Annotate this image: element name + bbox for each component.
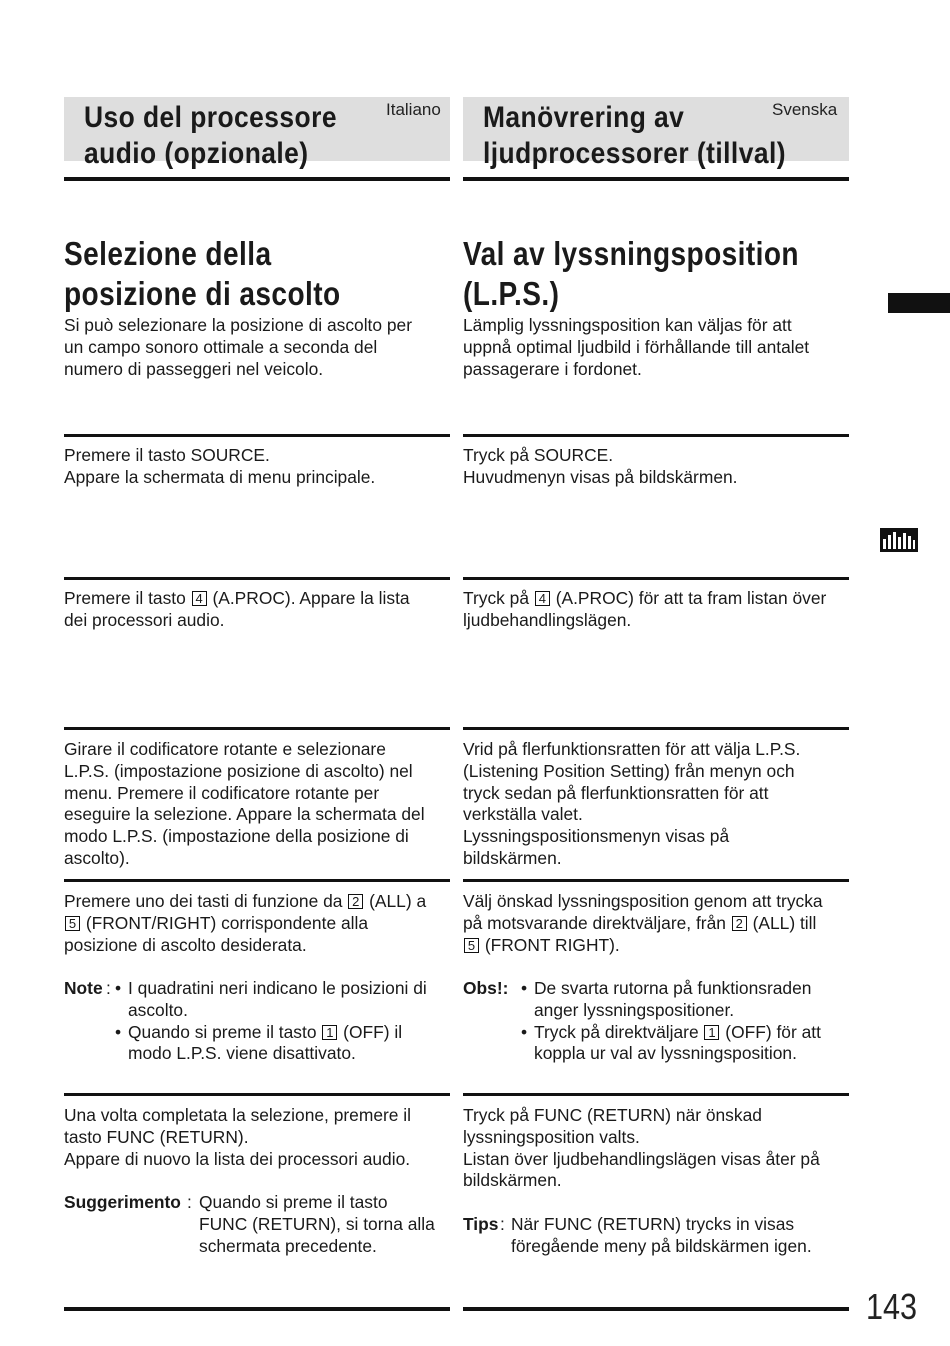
bullet-icon: •: [115, 978, 122, 998]
tip-colon: :: [500, 1214, 505, 1234]
step-rule-5-right: [463, 1093, 849, 1096]
bullet-icon: •: [115, 1021, 122, 1042]
tip-colon: :: [187, 1192, 192, 1212]
header-rule-left: [64, 177, 450, 181]
step-4-text-right: Välj önskad lyssningsposition genom att trycka på motsvarande direktväljare, från 2 (ALL) till 5 (FRONT RIGHT).: [463, 891, 823, 955]
step-5-text-right: Tryck på FUNC (RETURN) när önskad lyssningsposition valts. Listan över ljudbehandlingslägen visas åter på bildskärmen.: [463, 1105, 820, 1191]
tip-block-right: [463, 1214, 849, 1264]
note-item-2: • Quando si preme il tasto 1 (OFF) il modo L.P.S. viene disattivato.: [115, 1021, 403, 1064]
step-rule-4-right: [463, 879, 849, 882]
tip-text: När FUNC (RETURN) trycks in visas föregående meny på bildskärmen igen.: [511, 1214, 812, 1256]
page-number: 143: [866, 1286, 918, 1327]
equalizer-icon: [880, 528, 918, 552]
step-rule-2-right: [463, 577, 849, 580]
intro-text-right: Lämplig lyssningsposition kan väljas för att uppnå optimal ljudbild i förhållande till antalet passagerare i fordonet.: [463, 315, 810, 379]
section-title-right: Val av lyssningsposition (L.P.S.): [463, 235, 800, 312]
language-label-right: Svenska: [772, 100, 838, 119]
step-1-text-right: Tryck på SOURCE. Huvudmenyn visas på bildskärmen.: [463, 445, 738, 487]
step-1-text-left: Premere il tasto SOURCE. Appare la schermata di menu principale.: [64, 445, 376, 487]
footer-rule-left: [64, 1307, 450, 1311]
step-rule-1-right: [463, 434, 849, 437]
key-5-icon: 5: [65, 916, 80, 931]
key-1-icon: 1: [704, 1025, 719, 1040]
tip-text: Quando si preme il tasto FUNC (RETURN), si torna alla schermata precedente.: [199, 1192, 435, 1256]
note-colon: :: [106, 978, 111, 998]
step-rule-4-left: [64, 879, 450, 882]
tip-label: Suggerimento: [64, 1192, 181, 1212]
tip-label: Tips: [463, 1214, 499, 1234]
key-4-icon: 4: [535, 591, 550, 606]
key-4-icon: 4: [192, 591, 207, 606]
step-2-text-left: Premere il tasto 4 (A.PROC). Appare la lista dei processori audio.: [64, 588, 410, 630]
header-rule-right: [463, 177, 849, 181]
header-title-right: Manövrering av ljudprocessorer (tillval): [483, 101, 786, 170]
step-4-text-left: Premere uno dei tasti di funzione da 2 (ALL) a 5 (FRONT/RIGHT) corrispondente alla posizione di ascolto desiderata.: [64, 891, 427, 955]
section-tab-marker: [888, 293, 950, 313]
intro-text-left: Si può selezionare la posizione di ascolto per un campo sonoro ottimale a seconda del numero di passeggeri nel veicolo.: [64, 315, 413, 379]
step-2-text-right: Tryck på 4 (A.PROC) för att ta fram listan över ljudbehandlingslägen.: [463, 588, 827, 630]
note-label: Obs!:: [463, 978, 509, 998]
header-title-left: Uso del processore audio (opzionale): [84, 101, 337, 170]
step-3-text-right: Vrid på flerfunktionsratten för att välja L.P.S. (Listening Position Setting) från menyn och tryck sedan på flerfunktionsratten för att verkställa valet. Lyssningspositionsmenyn visas på bildskärmen.: [463, 739, 801, 868]
note-block-right: [463, 978, 849, 1068]
step-rule-3-right: [463, 727, 849, 730]
key-2-icon: 2: [348, 894, 363, 909]
step-rule-2-left: [64, 577, 450, 580]
step-rule-1-left: [64, 434, 450, 437]
note-item-1: • De svarta rutorna på funktionsraden anger lyssningspositioner.: [521, 978, 812, 1020]
bullet-icon: •: [521, 1021, 528, 1042]
footer-rule-right: [463, 1307, 849, 1311]
section-title-left: Selezione della posizione di ascolto: [64, 235, 341, 312]
step-rule-3-left: [64, 727, 450, 730]
note-item-2: • Tryck på direktväljare 1 (OFF) för att koppla ur val av lyssningsposition.: [521, 1021, 821, 1064]
key-2-icon: 2: [732, 916, 747, 931]
note-label: Note: [64, 978, 103, 998]
language-label-left: Italiano: [386, 100, 441, 119]
bullet-icon: •: [521, 978, 528, 998]
note-block-left: [64, 978, 450, 1068]
key-1-icon: 1: [322, 1025, 337, 1040]
tip-block-left: [64, 1192, 450, 1262]
note-item-1: • I quadratini neri indicano le posizioni di ascolto.: [115, 978, 427, 1020]
key-5-icon: 5: [464, 938, 479, 953]
step-5-text-left: Una volta completata la selezione, premere il tasto FUNC (RETURN). Appare di nuovo la lista dei processori audio.: [64, 1105, 412, 1169]
step-rule-5-left: [64, 1093, 450, 1096]
step-3-text-left: Girare il codificatore rotante e selezionare L.P.S. (impostazione posizione di ascolto) nel menu. Premere il codificatore rotante per eseguire la selezione. Appare la schermata del modo L.P.S. (impostazione della posizione di ascolto).: [64, 739, 425, 868]
